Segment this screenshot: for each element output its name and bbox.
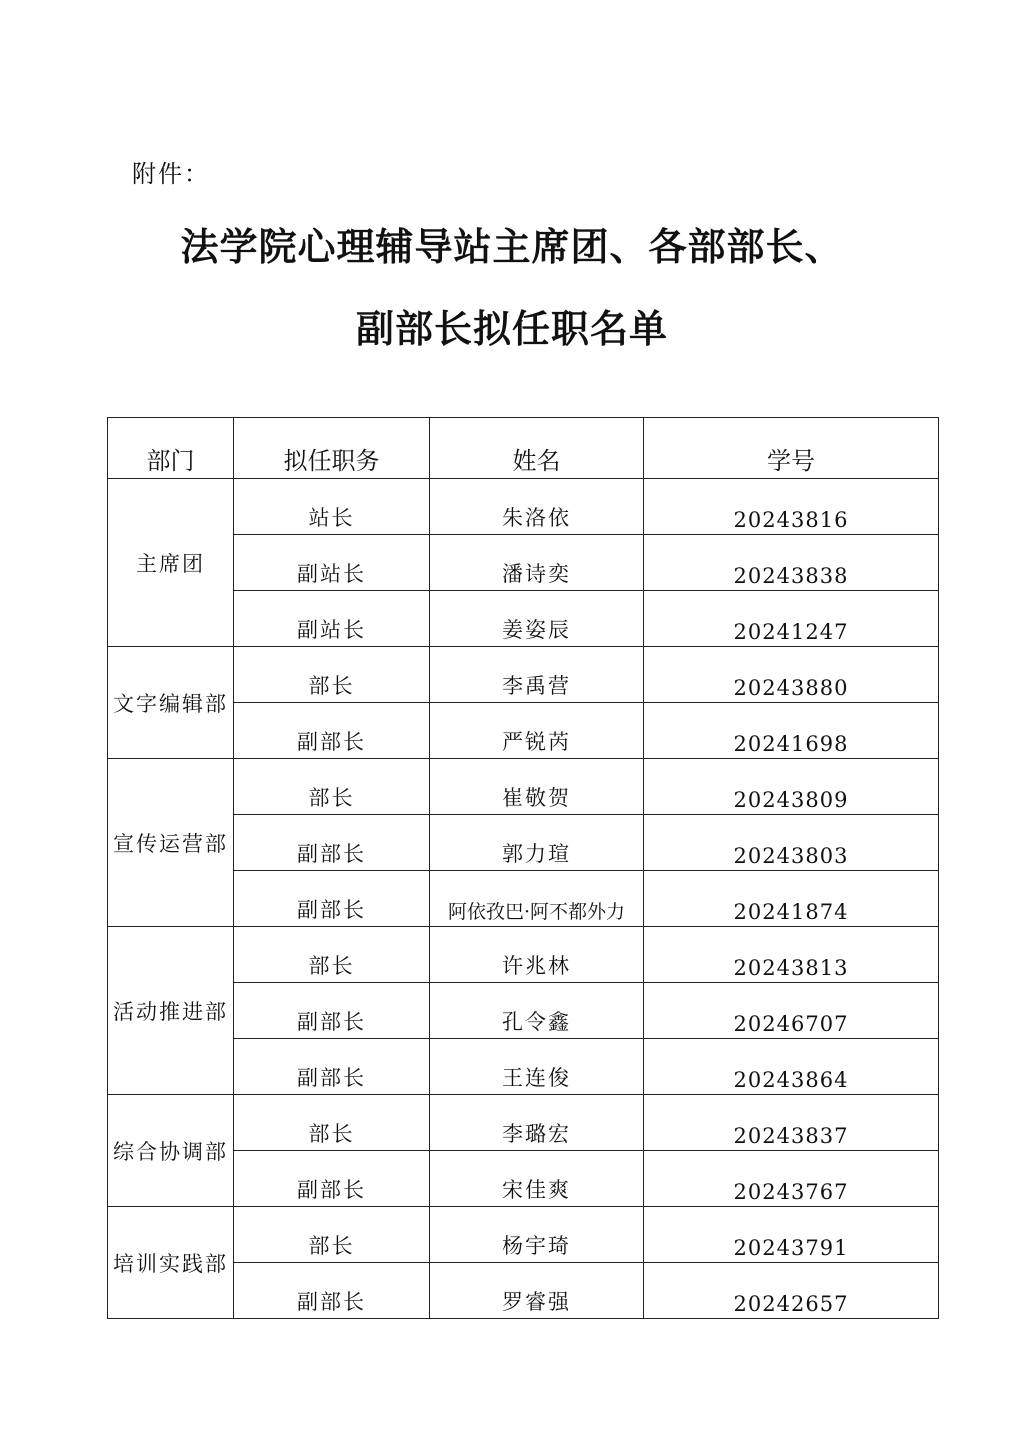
student-id-cell: 20243803 [644,815,939,871]
student-id-cell: 20242657 [644,1263,939,1319]
student-id-cell: 20243864 [644,1039,939,1095]
student-id-cell: 20243791 [644,1207,939,1263]
name-cell: 李璐宏 [430,1095,644,1151]
name-cell: 崔敬贺 [430,759,644,815]
table-row [108,759,939,815]
position-cell: 副部长 [234,983,430,1039]
table-row [108,1095,939,1151]
name-cell: 潘诗奕 [430,535,644,591]
name-cell: 严锐芮 [430,703,644,759]
name-cell: 郭力瑄 [430,815,644,871]
table-row [108,1207,939,1263]
header-position: 拟任职务 [234,418,430,479]
appointment-table [107,417,939,1319]
department-cell: 活动推进部 [108,927,234,1095]
position-cell: 副部长 [234,1039,430,1095]
document-title-line-1: 法学院心理辅导站主席团、各部部长、 [180,224,844,269]
position-cell: 站长 [234,479,430,535]
name-cell: 杨宇琦 [430,1207,644,1263]
student-id-cell: 20241874 [644,871,939,927]
table-header-row [108,418,939,479]
table-row [108,479,939,535]
position-cell: 副部长 [234,871,430,927]
header-department: 部门 [108,418,234,479]
student-id-cell: 20241698 [644,703,939,759]
position-cell: 副站长 [234,535,430,591]
position-cell: 副部长 [234,703,430,759]
position-cell: 部长 [234,1095,430,1151]
department-cell: 培训实践部 [108,1207,234,1319]
name-cell: 阿依孜巴·阿不都外力 [430,871,644,927]
position-cell: 副站长 [234,591,430,647]
student-id-cell: 20243809 [644,759,939,815]
department-cell: 文字编辑部 [108,647,234,759]
student-id-cell: 20243767 [644,1151,939,1207]
name-cell: 姜姿辰 [430,591,644,647]
position-cell: 部长 [234,1207,430,1263]
position-cell: 副部长 [234,1263,430,1319]
name-cell: 李禹营 [430,647,644,703]
name-cell: 王连俊 [430,1039,644,1095]
student-id-cell: 20243880 [644,647,939,703]
student-id-cell: 20243838 [644,535,939,591]
position-cell: 部长 [234,647,430,703]
student-id-cell: 20243816 [644,479,939,535]
name-cell: 朱洛依 [430,479,644,535]
attachment-label: 附件： [132,160,210,188]
name-cell: 孔令鑫 [430,983,644,1039]
student-id-cell: 20243813 [644,927,939,983]
name-cell: 宋佳爽 [430,1151,644,1207]
position-cell: 副部长 [234,815,430,871]
header-student-id: 学号 [644,418,939,479]
student-id-cell: 20246707 [644,983,939,1039]
position-cell: 副部长 [234,1151,430,1207]
header-name: 姓名 [430,418,644,479]
document-title-line-2: 副部长拟任职名单 [355,306,668,351]
table-row [108,647,939,703]
department-cell: 主席团 [108,479,234,647]
name-cell: 罗睿强 [430,1263,644,1319]
department-cell: 综合协调部 [108,1095,234,1207]
student-id-cell: 20243837 [644,1095,939,1151]
student-id-cell: 20241247 [644,591,939,647]
department-cell: 宣传运营部 [108,759,234,927]
table-row [108,927,939,983]
position-cell: 部长 [234,759,430,815]
name-cell: 许兆林 [430,927,644,983]
position-cell: 部长 [234,927,430,983]
